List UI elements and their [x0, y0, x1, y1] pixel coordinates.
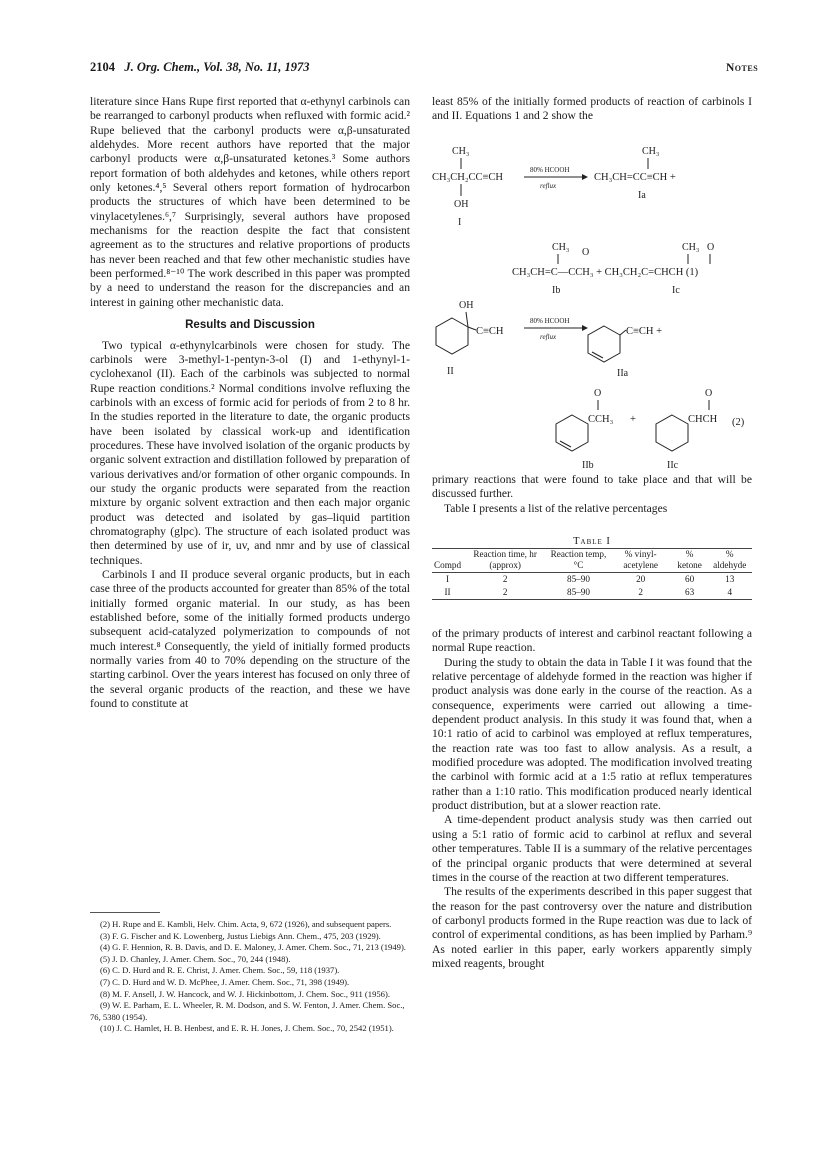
eq1-reactant: CH₃CH₂CC≡CH: [432, 172, 504, 183]
table-cell: 63: [685, 587, 695, 597]
column-header: % aldehyde: [708, 549, 752, 573]
eq1-product-c-oxygen: O: [707, 242, 715, 253]
footnote: (5) J. D. Chanley, J. Amer. Chem. Soc., 70, 244 (1948).: [100, 953, 291, 964]
eq1-product-b-oxygen: O: [582, 247, 590, 258]
table-cell: 13: [725, 574, 735, 584]
eq2-oxygen-aldehyde: O: [705, 388, 713, 399]
paragraph-methods: Two typical α-ethynylcarbinols were chosen for study. The carbinols were 3-methyl-1-pentyn-3-ol (I) and 1-ethynyl-1-cyclohexanol (II). Each of the carbinols was subjected to normal Rupe reaction conditions.² Normal conditions involve refluxing the carbinols with an excess of formic acid for periods of from 2 to 8 hr. In the studies reported in the literature to date, the organic products have been isolated by classical work-up and identification procedures. These have involved isolation of the organic products by organic solvent extraction and distillation followed by preparation of various derivatives and/or formation of other organic compounds. In our study the organic products were separated from the reaction mixture by organic solvent extraction and then each major organic product was detected and isolated by gas–liquid partition chromatography (glpc). The structure of each isolated product was then determined by use of ir, uv, and nmr and by use of classical techniques.: [90, 338, 410, 567]
footnote: (6) C. D. Hurd and R. E. Christ, J. Amer. Chem. Soc., 59, 118 (1937).: [100, 965, 340, 976]
paragraph-analysis-study: A time-dependent product analysis study was then carried out using a 5:1 ratio of formic acid to carbinol at reflux and several other temperatures. Table II is a summary of the relative percentages of the principal organic products that were determined at several times in the course of the reaction at two different temperatures.: [432, 813, 752, 884]
eq2-reactant-ethynyl: C≡CH: [476, 326, 504, 337]
compound-label-I: I: [458, 217, 462, 228]
page-number: 2104: [90, 60, 115, 74]
paragraph-intro: literature since Hans Rupe first reported that α-ethynyl carbinols can be rearranged to carbonyl products when refluxed with formic acid.² Rupe believed that the carbonyl products were α,β-unsaturated aldehydes. More recent authors have reported that the major carbonyl products were α,β-unsaturated ketones.³ Some authors report formation of both aldehydes and ketones, while others report only ketones.⁴,⁵ Several others report formation of hydrocarbon products the structures of which have been determined to be vinylacetylenes.⁶,⁷ Surprisingly, several authors have proposed mechanisms for the reaction despite the fact that consistent agreement as to the structures and relative proportions of products has never been reached and that few other mechanistic studies have been performed.⁸⁻¹⁰ The work described in this paper was prompted by a need to understand the reason for the discrepancies and an interest in gaining other mechanistic data.: [90, 95, 410, 309]
footnote: (2) H. Rupe and E. Kambli, Helv. Chim. Acta, 9, 672 (1926), and subsequent papers.: [100, 919, 392, 929]
compound-label-IIa: IIa: [617, 368, 629, 379]
column-header: Reaction time, hr (approx): [463, 549, 547, 573]
eq2-plus: +: [630, 414, 636, 425]
paragraph-after-table: of the primary products of interest and carbinol reactant following a normal Rupe reaction.: [432, 627, 752, 655]
arrow-head: [582, 174, 588, 180]
left-column: [90, 95, 410, 711]
compound-label-IIb: IIb: [582, 460, 594, 470]
eq1-product-b-methyl: CH₃: [552, 242, 570, 253]
footnote: (4) G. F. Hennion, R. B. Davis, and D. E. Maloney, J. Amer. Chem. Soc., 71, 213 (1949).: [100, 942, 406, 953]
bond-line: [560, 441, 571, 447]
journal-citation: J. Org. Chem., Vol. 38, No. 11, 1973: [124, 60, 310, 74]
bond-line: [592, 352, 603, 358]
eq2-product-a: C≡CH +: [626, 326, 663, 337]
footnote-rule: [90, 912, 160, 913]
running-header: [90, 60, 309, 75]
table-header-row: [432, 549, 752, 573]
compound-label-II: II: [447, 366, 454, 377]
condition-label: reflux: [540, 333, 557, 341]
footnote: (3) F. G. Fischer and K. Lowenberg, Justus Liebigs Ann. Chem., 475, 203 (1929).: [100, 930, 381, 941]
table-row: [432, 573, 752, 587]
paragraph-conclusions: The results of the experiments described in this paper suggest that the reason for the past controversy over the nature and distribution of carbonyl products formed in the Rupe reaction was due to lack of control of experimental conditions, as has been implied by Parham.⁹ As noted earlier in this paper, early workers apparently simply mixed reagents, brought: [432, 885, 752, 970]
table-cell: 2: [502, 574, 508, 584]
table-cell: 4: [727, 587, 733, 597]
bond-line: [468, 327, 476, 330]
table-cell: 85–90: [566, 587, 590, 597]
paragraph-table-intro: Table I presents a list of the relative percentages: [444, 501, 668, 515]
eq1-product-c-methyl: CH₃: [682, 242, 700, 253]
eq1-reactant-hydroxyl: OH: [454, 199, 469, 210]
footnote: (8) M. F. Ansell, J. W. Hancock, and W. J. Hickinbottom, J. Chem. Soc., 911 (1956).: [100, 988, 390, 999]
column-header: % ketone: [672, 549, 708, 573]
eq1-products-bc: CH₃CH=C—CCH₃ + CH₃CH₂C=CHCH (1): [512, 267, 699, 278]
paragraph-primary-reactions: primary reactions that were found to take place and that will be discussed further.: [432, 473, 752, 501]
paragraph-time-dependence: During the study to obtain the data in Table I it was found that the relative percentage of aldehyde formed in the reaction was higher if product analysis was done early in the course of the reaction. As a consequence, experiments were carried out allowing a time-dependent product analysis. In this study it was found that, when a 10:1 ratio of acid to carbinol was employed at reflux temperatures, the reaction rate was too fast to allow analysis. As a result, a modified procedure was adopted. The modification involved treating the carbinol with formic acid at a 1:5 ratio at reflux temperatures rather than a 1:10 ratio. This modification produced nearly identical product distribution, but at a slower reaction rate.: [432, 655, 752, 813]
compound-label-Ia: Ia: [638, 190, 646, 201]
compound-label-IIc: IIc: [667, 460, 679, 470]
footnote: (10) J. C. Hamlet, H. B. Henbest, and E. R. H. Jones, J. Chem. Soc., 70, 2542 (1951).: [100, 1023, 394, 1034]
eq1-product-a-methyl: CH₃: [642, 146, 660, 157]
cyclohexene-ring: [588, 326, 620, 362]
column-header: Compd: [432, 549, 463, 573]
reaction-equations: [432, 140, 762, 470]
section-heading: Results and Discussion: [185, 319, 315, 332]
eq2-hydroxyl: OH: [459, 300, 474, 311]
eq1-product-a: CH₃CH=CC≡CH +: [594, 172, 676, 183]
column-header: % vinyl-acetylene: [610, 549, 672, 573]
condition-label: reflux: [540, 182, 557, 190]
compound-label-Ic: Ic: [672, 285, 680, 296]
data-table: [432, 548, 752, 600]
eq1-reactant-methyl: CH₃: [452, 146, 470, 157]
table-cell: 2: [638, 587, 643, 597]
right-column-top: [432, 95, 752, 124]
table-cell: 85–90: [566, 574, 590, 584]
eq2-number: (2): [732, 417, 745, 428]
footnote: (9) W. E. Parham, E. L. Wheeler, R. M. Dodson, and S. W. Fenton, J. Amer. Chem. Soc., 76, 5380 (1954).: [90, 1000, 405, 1022]
cyclohexane-ring: [656, 415, 688, 451]
table-cell: 20: [636, 574, 646, 584]
table-row: [432, 586, 752, 600]
cyclohexane-ring: [436, 318, 468, 354]
section-label: Notes: [726, 62, 759, 74]
eq2-product-b: CCH₃: [588, 414, 614, 425]
arrow-head: [582, 325, 588, 331]
right-column-bottom: [432, 627, 752, 971]
right-column-middle: [432, 473, 752, 516]
cyclohexene-ring: [556, 415, 588, 451]
table-title: Table I: [573, 536, 611, 547]
table-cell: II: [444, 587, 451, 597]
eq2-oxygen-ketone: O: [594, 388, 602, 399]
paragraph-products: Carbinols I and II produce several organic products, but in each case three of the products accounted for greater than 85% of the total initially formed organic material. In our study, as has been established before, some of the initially formed products undergo subsequent acid-catalyzed polymerization to compounds of not much interest.⁸ Consequently, the yield of initially formed products normally varies from 40 to 70% depending on the structure of the starting carbinol. Over the years interest has focused on only three of the several organic products of the reaction, and these we have found to constitute at: [90, 568, 411, 711]
footnote: (7) C. D. Hurd and W. D. McPhee, J. Amer. Chem. Soc., 71, 398 (1949).: [100, 976, 350, 987]
reagent-label: 80% HCOOH: [530, 317, 570, 325]
column-header: Reaction temp, °C: [547, 549, 609, 573]
footnotes: [90, 912, 410, 1035]
table-cell: 60: [685, 574, 695, 584]
table-cell: I: [446, 574, 450, 584]
table-cell: 2: [502, 587, 508, 597]
compound-label-Ib: Ib: [552, 285, 561, 296]
paragraph-equations-intro: least 85% of the initially formed products of reaction of carbinols I and II. Equations 1 and 2 show the: [432, 95, 752, 123]
bond-line: [466, 312, 468, 327]
eq2-product-c: CHCH: [688, 414, 718, 425]
reagent-label: 80% HCOOH: [530, 166, 570, 174]
